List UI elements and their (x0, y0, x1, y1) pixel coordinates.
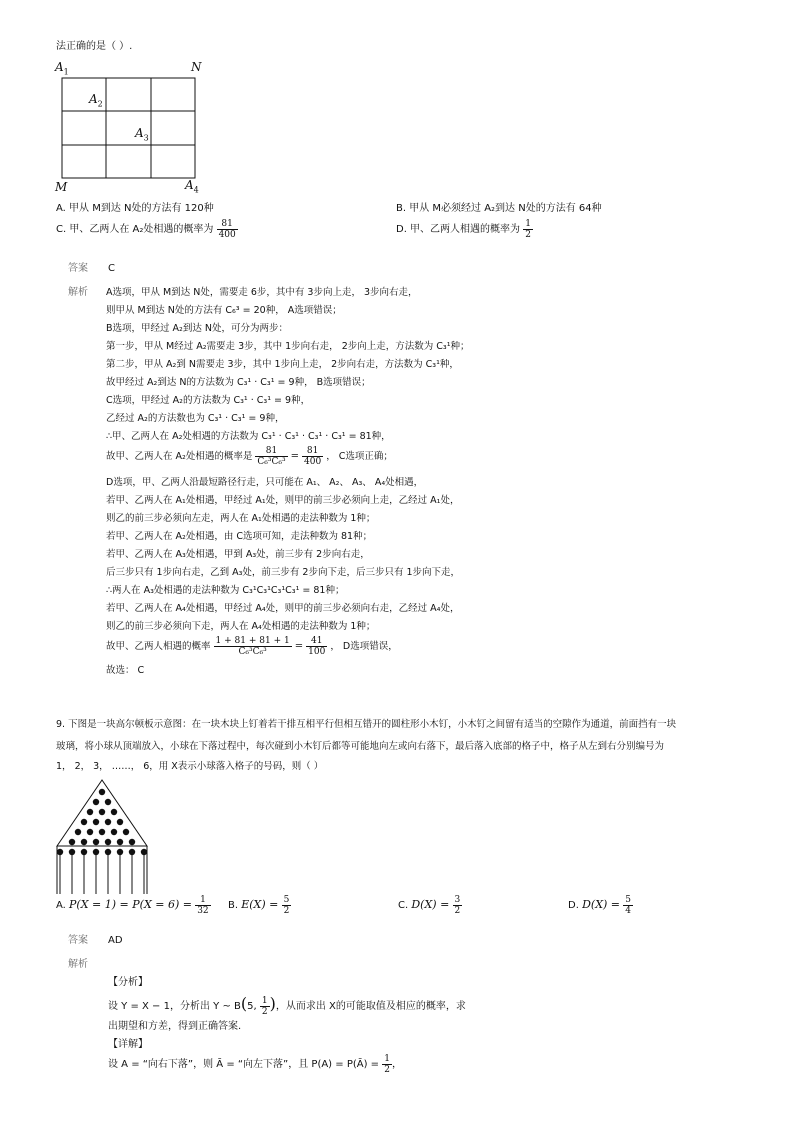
label-a2: $A_2$ (89, 92, 103, 109)
q9-stem-line2: 玻璃，将小球从顶端放入，小球在下落过程中，每次碰到小木钉后都等可能地向左或向右落下，最后落入底部的格子中，格子从左到右分别编号为 (56, 741, 665, 752)
q9-xiangjie-heading: 【详解】 (108, 1039, 148, 1050)
q9-answer-label: 答案 (68, 935, 88, 946)
peg (93, 839, 99, 845)
peg (117, 819, 123, 825)
peg (123, 829, 129, 835)
sol-line: 故甲经过 A₂到达 N的方法数为 C₃¹ · C₃¹ = 9种， B选项错误； (106, 377, 371, 388)
galton-board-diagram (52, 778, 152, 896)
sol-line: C选项，甲经过 A₂的方法数为 C₃¹ · C₃¹ = 9种， (106, 395, 311, 406)
sol-line: 后三步只有 1步向右走，乙到 A₃处，前三步有 2步向下走，后三步只有 1步向下走， (106, 567, 461, 578)
sol-line-final: 故选： C (106, 665, 145, 676)
sol-line: D选项，甲、乙两人沿最短路径行走，只可能在 A₁、 A₂、 A₃、 A₄处相遇， (106, 477, 424, 488)
sol-line: A选项，甲从 M到达 N处，需要走 6步，其中有 3步向上走， 3步向右走， (106, 287, 418, 298)
peg (81, 819, 87, 825)
q9-answer-value: AD (108, 935, 123, 946)
label-m: M (55, 180, 68, 194)
peg (93, 799, 99, 805)
sol-line: 第二步，甲从 A₂到 N需要走 3步，其中 1步向上走， 2步向右走，方法数为 C₃¹种， (106, 359, 459, 370)
sol-line: 若甲、乙两人在 A₃处相遇，甲到 A₃处，前三步有 2步向右走， (106, 549, 370, 560)
sol-line: 则乙的前三步必须向下走，两人在 A₄处相遇的走法种数为 1种； (106, 621, 376, 632)
q8-answer-label: 答案 (68, 263, 88, 274)
q8-option-d-frac: $\frac{1}{2}$ (525, 218, 531, 240)
label-a4: $A_4$ (185, 178, 199, 195)
q9-analysis-label: 解析 (68, 959, 88, 970)
q8-option-d[interactable] (396, 218, 533, 242)
peg (87, 809, 93, 815)
peg (117, 839, 123, 845)
peg (93, 819, 99, 825)
q9-option-a[interactable]: A. P(X = 1) = P(X = 6) = $\frac{1}{32}$ (56, 894, 209, 916)
q8-stem-tail: 法正确的是（ ）. (56, 41, 133, 52)
sol-line: ∴甲、乙两人在 A₂处相遇的方法数为 C₃¹ · C₃¹ · C₃¹ · C₃¹ = 81种， (106, 431, 391, 442)
q8-option-c[interactable] (56, 218, 238, 242)
q8-option-c-frac: $\frac{81}{400}$ (218, 218, 236, 240)
q8-option-b[interactable]: B. 甲从 M必须经过 A₂到达 N处的方法有 64种 (396, 203, 602, 214)
label-a1: $A_1$ (55, 60, 69, 77)
peg (81, 839, 87, 845)
sol-line: 若甲、乙两人在 A₄处相遇，甲经过 A₄处，则甲的前三步必须向右走，乙经过 A₄处， (106, 603, 460, 614)
label-a3: $A_3$ (135, 126, 149, 143)
sol-line: 则甲从 M到达 N处的方法有 C₆³ = 20种， A选项错误； (106, 305, 342, 316)
q8-analysis-label: 解析 (68, 287, 88, 298)
peg (99, 829, 105, 835)
peg (111, 809, 117, 815)
peg (105, 839, 111, 845)
q8-option-c-text: C. 甲、乙两人在 A₂处相遇的概率为 (56, 224, 214, 235)
sol-line: B选项，甲经过 A₂到达 N处，可分为两步： (106, 323, 288, 334)
label-n: N (191, 60, 202, 74)
q9-fenxi-line1: 设 Y = X − 1，分析出 Y ~ B(5, $\frac{1}{2}$ )，从而求出 X的可能取值及相应的概率，求 (108, 994, 466, 1017)
q8-answer-value: C (108, 263, 115, 274)
sol-line: 则乙的前三步必须向左走，两人在 A₁处相遇的走法种数为 1种； (106, 513, 376, 524)
peg (105, 799, 111, 805)
sol-line: 若甲、乙两人在 A₁处相遇，甲经过 A₁处，则甲的前三步必须向上走，乙经过 A₁处， (106, 495, 460, 506)
peg (105, 819, 111, 825)
sol-line: 若甲、乙两人在 A₂处相遇，由 C选项可知，走法种数为 81种； (106, 531, 373, 542)
q8-grid-diagram (55, 60, 205, 195)
sol-line: ∴两人在 A₃处相遇的走法种数为 C₃¹C₃¹C₃¹C₃¹ = 81种； (106, 585, 345, 596)
q8-option-a[interactable]: A. 甲从 M到达 N处的方法有 120种 (56, 203, 214, 214)
q8-grid-svg (55, 60, 205, 195)
q8-option-d-text: D. 甲、乙两人相遇的概率为 (396, 224, 521, 235)
q9-last-line: 设 A = “向右下落”，则 Ā = “向左下落”，且 P(A) = P(Ā) = $\frac{1}{2}$ ， (108, 1053, 402, 1075)
sol-line: 第一步，甲从 M经过 A₂需要走 3步，其中 1步向右走， 2步向上走，方法数为 C₃¹种； (106, 341, 470, 352)
peg (129, 839, 135, 845)
peg (99, 809, 105, 815)
q9-option-d[interactable]: D. D(X) = $\frac{5}{4}$ (568, 894, 631, 916)
peg (87, 829, 93, 835)
sol-line: 乙经过 A₂的方法数也为 C₃¹ · C₃¹ = 9种， (106, 413, 285, 424)
peg (69, 839, 75, 845)
q9-option-c[interactable]: C. D(X) = $\frac{3}{2}$ (398, 894, 461, 916)
q9-fenxi-heading: 【分析】 (108, 977, 148, 988)
peg (75, 829, 81, 835)
galton-board-svg (52, 778, 152, 896)
q9-stem-line3: 1， 2， 3， ……， 6，用 X表示小球落入格子的号码，则（ ） (56, 761, 324, 772)
peg (111, 829, 117, 835)
q9-fenxi-line2: 出期望和方差，得到正确答案. (108, 1021, 242, 1032)
sol-line-c-prob: 故甲、乙两人在 A₂处相遇的概率是 $\frac{81}{\text{C₆³C₆³}}$ = $\frac{81}{400}$ ， C选项正确； (106, 446, 393, 467)
q9-stem-line1: 9. 下图是一块高尔顿板示意图：在一块木块上钉着若干排互相平行但相互错开的圆柱形小木钉，小木钉之间留有适当的空隙作为通道，前面挡有一块 (56, 719, 677, 730)
q9-option-b[interactable]: B. E(X) = $\frac{5}{2}$ (228, 894, 290, 916)
peg (99, 789, 105, 795)
sol-line-d-prob: 故甲、乙两人相遇的概率 $\frac{1 + 81 + 81 + 1}{\text{C₆³C₆³}}$ = $\frac{41}{100}$ ， D选项错误， (106, 636, 398, 657)
